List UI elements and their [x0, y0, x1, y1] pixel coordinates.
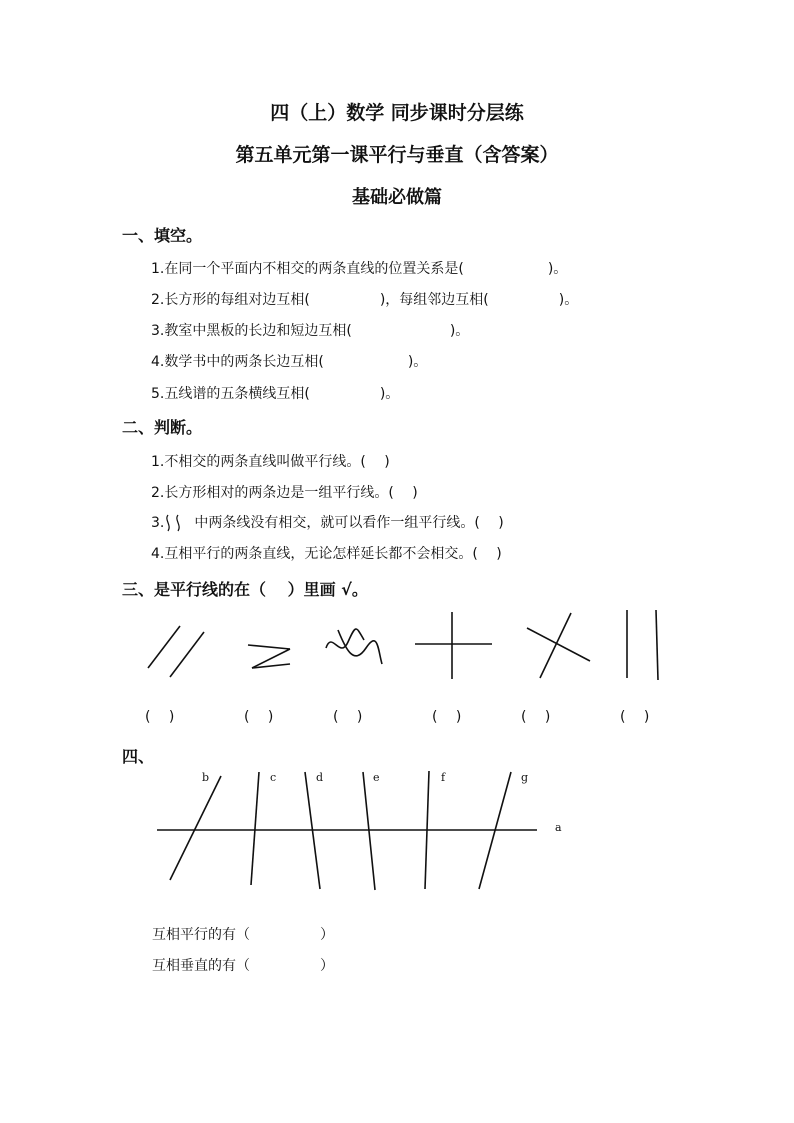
paren-1[interactable]: ( ) [145, 709, 175, 725]
label-c: c [270, 771, 277, 784]
fill-question-2: 2.长方形的每组对边互相( )，每组邻边互相( )。 [151, 292, 579, 308]
line-g [479, 772, 511, 889]
line-f [425, 771, 429, 889]
answer-parallel: 互相平行的有（ ） [152, 927, 334, 943]
line-d [305, 772, 320, 889]
section-title: 基础必做篇 [352, 187, 442, 208]
paren-4[interactable]: ( ) [432, 709, 462, 725]
part1-heading: 一、填空。 [122, 226, 203, 245]
fill-question-1: 1.在同一个平面内不相交的两条直线的位置关系是( )。 [151, 261, 568, 277]
fill-question-4: 4.数学书中的两条长边互相( )。 [151, 354, 428, 370]
label-b: b [202, 771, 210, 784]
fill-question-3: 3.教室中黑板的长边和短边互相( )。 [151, 323, 470, 339]
paren-2[interactable]: ( ) [244, 709, 274, 725]
part4-heading: 四、 [122, 747, 155, 766]
figure-2-z-shape [248, 645, 290, 668]
figure-4-cross [415, 612, 492, 679]
label-a: a [555, 821, 562, 834]
label-d: d [316, 771, 324, 784]
judge-question-1: 1.不相交的两条直线叫做平行线。( ) [151, 454, 390, 470]
paren-5[interactable]: ( ) [521, 709, 551, 725]
part3-heading: 三、是平行线的在（ ）里画 √。 [122, 580, 368, 599]
judge-question-4: 4.互相平行的两条直线，无论怎样延长都不会相交。( ) [151, 546, 502, 562]
judge-question-3 [151, 512, 504, 533]
page-title: 四（上）数学 同步课时分层练 [270, 102, 524, 124]
judge-question-3-number: 3. [151, 515, 165, 531]
answer-perpendicular: 互相垂直的有（ ） [152, 958, 334, 974]
line-b [170, 776, 221, 880]
judge-question-2: 2.长方形相对的两条边是一组平行线。( ) [151, 485, 418, 501]
part2-heading: 二、判断。 [122, 418, 203, 437]
label-f: f [441, 771, 446, 784]
judge-question-3-text: 中两条线没有相交，就可以看作一组平行线。( ) [194, 515, 504, 531]
line-e [363, 772, 375, 890]
curved-lines-icon [164, 513, 194, 533]
fill-question-5: 5.五线谱的五条横线互相( )。 [151, 386, 400, 402]
figure-1-parallel-slanted [148, 626, 204, 677]
lines-diagram [157, 771, 537, 890]
line-c [251, 772, 259, 885]
figure-5-intersecting [527, 613, 590, 678]
label-e: e [373, 771, 380, 784]
paren-6[interactable]: ( ) [620, 709, 650, 725]
page-subtitle: 第五单元第一课平行与垂直（含答案） [235, 144, 559, 166]
paren-3[interactable]: ( ) [333, 709, 363, 725]
label-g: g [521, 771, 529, 784]
figure-6-vertical-lines [627, 610, 658, 680]
figure-3-curves [326, 629, 382, 664]
